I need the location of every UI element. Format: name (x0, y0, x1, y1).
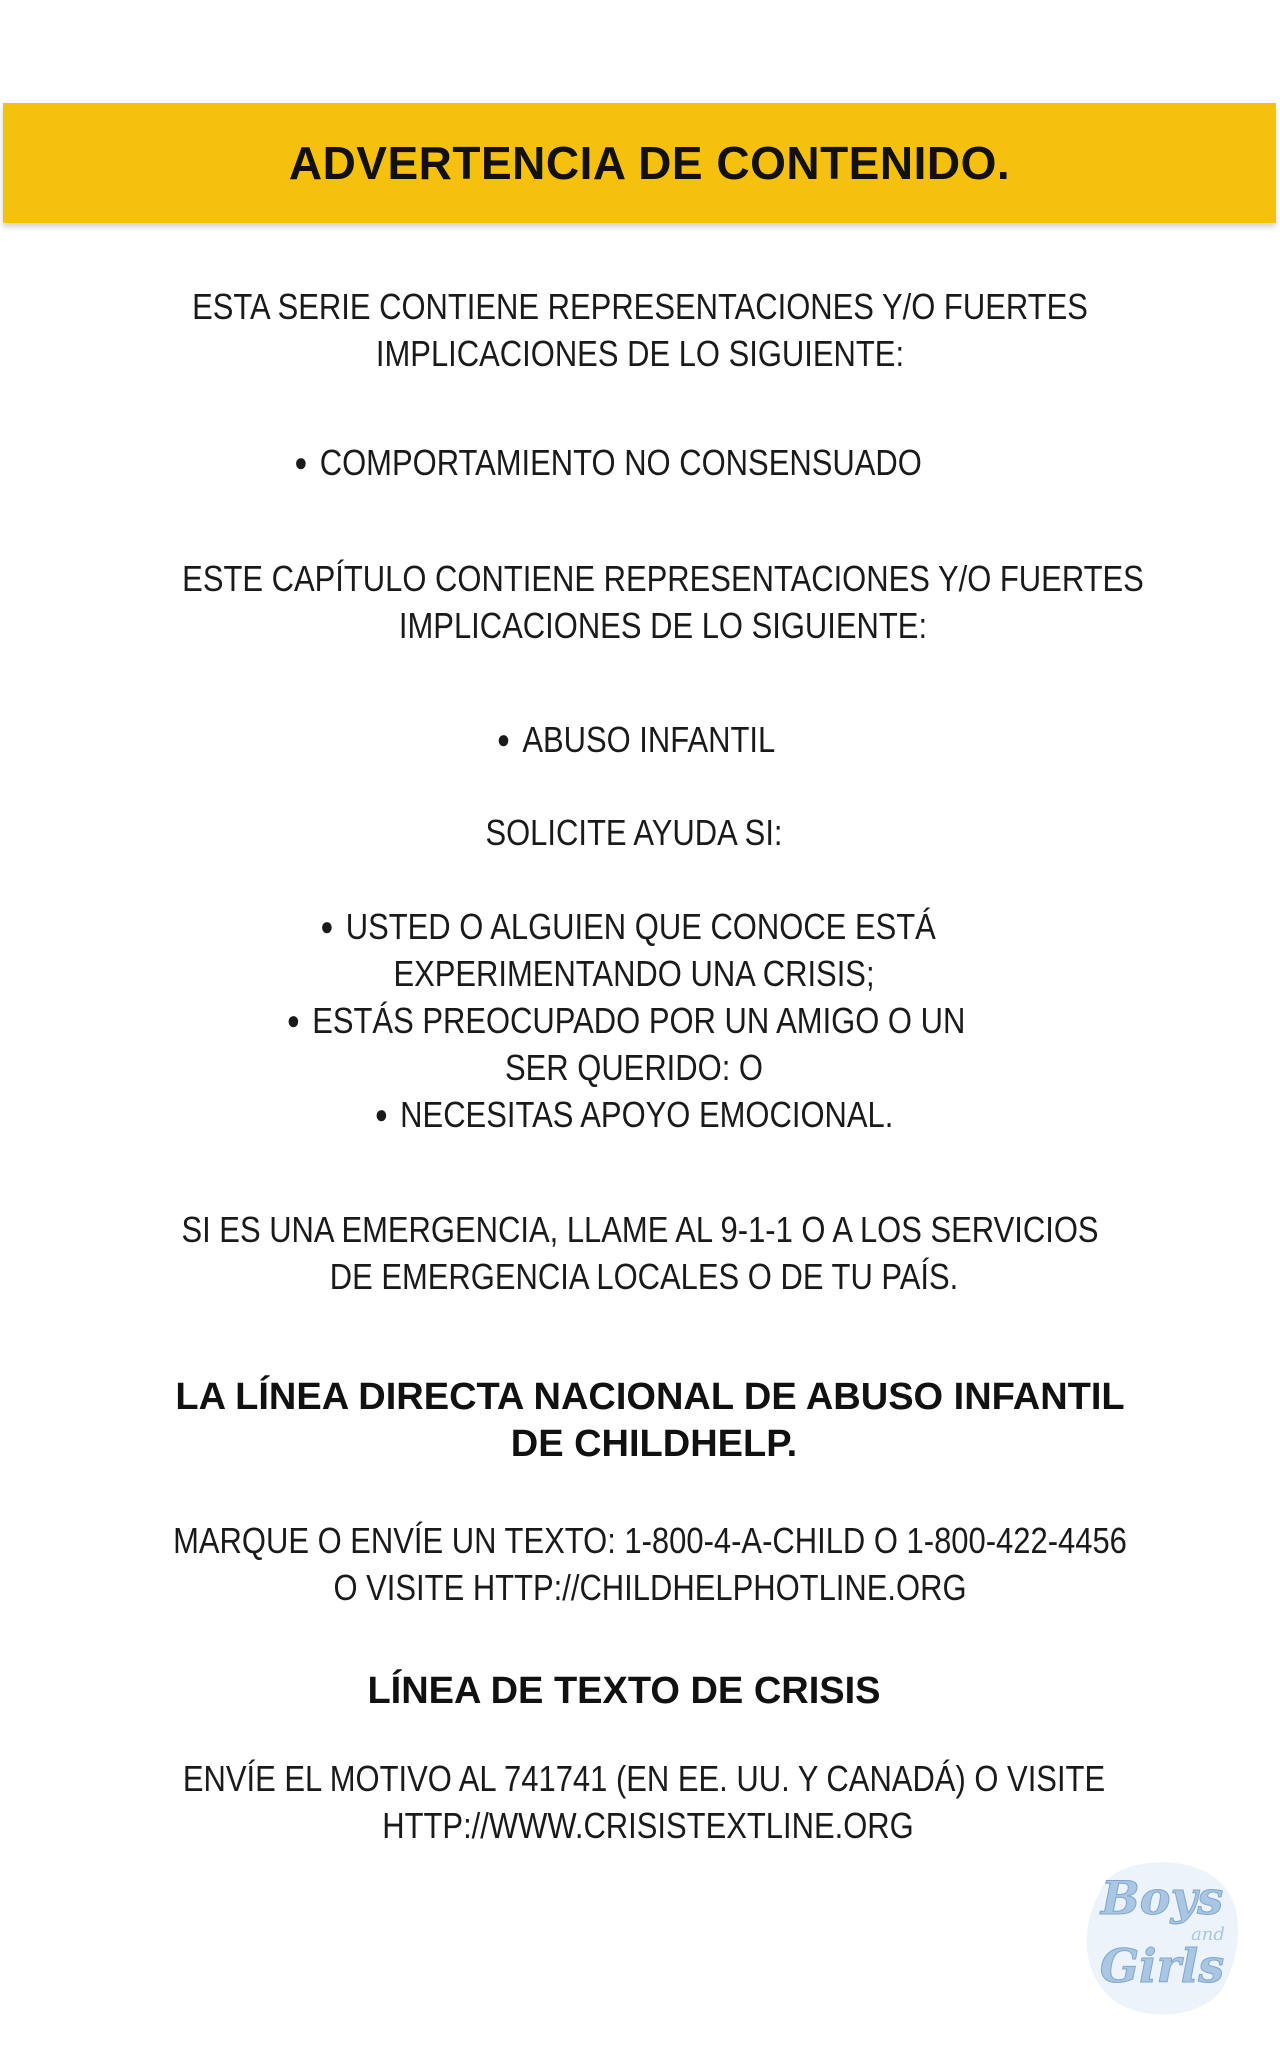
series-warning-item-label: COMPORTAMIENTO NO CONSENSUADO (319, 442, 922, 483)
help-item-1 (78, 903, 1179, 950)
crisis-text-line2: HTTP://WWW.CRISISTEXTLINE.ORG (382, 1805, 914, 1846)
bullet-icon (497, 719, 523, 760)
childhelp-heading-line2: DE CHILDHELP. (510, 1423, 798, 1465)
crisis-text-line1: ENVÍE EL MOTIVO AL 741741 (EN EE. UU. Y CANADÁ) O VISITE (182, 1758, 1106, 1799)
help-intro: SOLICITE AYUDA SI: (485, 812, 783, 853)
help-item-2-line1: ESTÁS PREOCUPADO POR UN AMIGO O UN (312, 1000, 966, 1041)
series-warning-item (58, 439, 1159, 486)
childhelp-heading-line1: LA LÍNEA DIRECTA NACIONAL DE ABUSO INFANTIL (175, 1376, 1125, 1418)
boys-and-girls-watermark-logo (1070, 1852, 1250, 2022)
bullet-icon (294, 442, 320, 483)
help-item-2-line2: SER QUERIDO: O (504, 1047, 764, 1088)
bullet-icon (287, 1000, 313, 1041)
help-item-1-line2: EXPERIMENTANDO UNA CRISIS; (393, 953, 875, 994)
help-item-2 (76, 997, 1177, 1044)
bullet-icon (375, 1094, 401, 1135)
chapter-warning-line1: ESTE CAPÍTULO CONTIENE REPRESENTACIONES Y/O FUERTES (182, 558, 1144, 599)
chapter-warning-item-label: ABUSO INFANTIL (522, 719, 776, 760)
emergency-line1: SI ES UNA EMERGENCIA, LLAME AL 9-1-1 O A LOS SERVICIOS (181, 1209, 1099, 1250)
childhelp-contact-line1: MARQUE O ENVÍE UN TEXTO: 1-800-4-A-CHILD O 1-800-422-4456 (173, 1520, 1127, 1561)
chapter-warning-item (86, 716, 1187, 763)
series-warning-line2: IMPLICACIONES DE LO SIGUIENTE: (375, 333, 905, 374)
warning-banner (3, 103, 1276, 223)
childhelp-contact-line2: O VISITE HTTP://CHILDHELPHOTLINE.ORG (333, 1567, 967, 1608)
watermark-text-mid: and (1191, 1924, 1225, 1945)
help-item-3-label: NECESITAS APOYO EMOCIONAL. (400, 1094, 894, 1135)
help-item-3 (84, 1091, 1185, 1138)
watermark-text-top: Boys (1100, 1871, 1224, 1925)
series-warning-line1: ESTA SERIE CONTIENE REPRESENTACIONES Y/O FUERTES (192, 286, 1088, 327)
crisis-text-heading: LÍNEA DE TEXTO DE CRISIS (367, 1670, 881, 1712)
chapter-warning-line2: IMPLICACIONES DE LO SIGUIENTE: (398, 605, 928, 646)
help-item-1-line1: USTED O ALGUIEN QUE CONOCE ESTÁ (345, 906, 936, 947)
bullet-icon (320, 906, 346, 947)
emergency-line2: DE EMERGENCIA LOCALES O DE TU PAÍS. (329, 1256, 959, 1297)
watermark-text-bottom: Girls (1099, 1939, 1225, 1993)
banner-title: ADVERTENCIA DE CONTENIDO. (288, 137, 1011, 189)
